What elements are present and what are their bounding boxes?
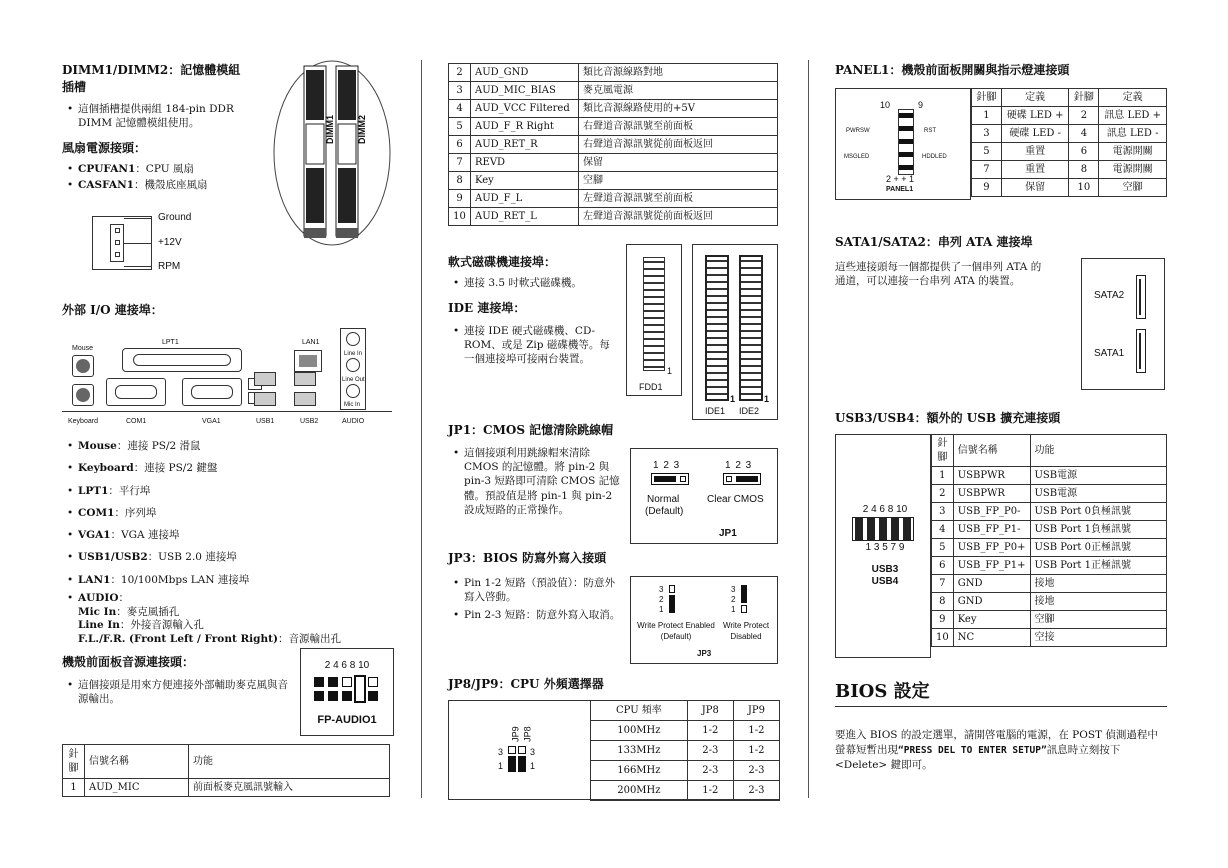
column-divider [808, 60, 809, 798]
jp1-diagram: 1 2 3 1 2 3 Normal (Default) Clear CMOS JP1 [630, 448, 778, 544]
jp3-bullet: • Pin 1-2 短路（預設值）：防意外寫入啓動。 [448, 576, 624, 604]
fdd-diagram: 1 FDD1 [626, 244, 682, 396]
dimm1-label: DIMM1 [325, 115, 335, 144]
fp-audio-title: 機殼前面板音源連接頭： [62, 655, 195, 669]
usb-table: 針腳 信號名稱 功能 1 USBPWR USB電源 2 USBPWR USB電源 3 USB_FP_P0- USB Port 0負極訊號 4 USB_FP_P1- USB Port 1負極訊號 5 USB_FP_P0+ USB Port 0正極訊號 6 USB_FP_P1+ USB Port 1正極訊號 7 GND 接地 8 GND 接地 9 Key 空腳 10 NC 空接 [931, 434, 1167, 647]
jp1-title: JP1：CMOS 記憶清除跳線帽 [448, 423, 614, 437]
sata-diagram: SATA2 SATA1 [1081, 258, 1165, 390]
jp3-bullet: • Pin 2-3 短路：防意外寫入取消。 [448, 608, 624, 622]
jp3-diagram: 3 2 1 3 2 1 Write Protect Enabled (Default) Write Protect Disabled JP3 [630, 576, 778, 664]
io-title: 外部 I/O 連接埠： [62, 303, 163, 317]
jp1-bullet: • 這個接頭利用跳線帽來清除 CMOS 的記憶體。將 pin-2 與 pin-3 短路即可清除 CMOS 記憶體。預設值是將 pin-1 與 pin-2 設成短路的正常操作。 [448, 446, 624, 517]
io-item-audio: • AUDIO： Mic In：麥克風插孔 Line In：外接音源輸入孔 F.L./F.R. (Front Left / Front Right)：音源輸出孔 [62, 592, 402, 647]
panel-title: PANEL1：機殼前面板開關與指示燈連接頭 [835, 63, 1070, 77]
ide-title: IDE 連接埠： [448, 301, 526, 315]
column-2 [448, 0, 788, 868]
fdd-title: 軟式磁碟機連接埠： [448, 255, 557, 269]
sata-text: 這些連接頭每一個都提供了一個串列 ATA 的通道，可以連接一台串列 ATA 的裝置。 [835, 261, 1042, 288]
jp3-title: JP3：BIOS 防寫外寫入接頭 [448, 551, 607, 565]
panel-diagram: 10 9 PWRSW RST MSGLED HDDLED 2 + + 1 PANEL1 [835, 88, 971, 200]
dimm2-label: DIMM2 [357, 115, 367, 144]
panel-table: 針腳 定義 針腳 定義 1 硬碟 LED + 2 訊息 LED + 3 硬碟 LED - 4 訊息 LED - 5 重置 6 電源開關 7 重置 8 電源開關 9 保留 10 空腳 [971, 88, 1167, 197]
io-item: • Mouse：連接 PS/2 滑鼠 [62, 438, 402, 454]
fan-item: • CPUFAN1：CPU 風扇 [62, 162, 262, 176]
bios-text: 要進入 BIOS 的設定選單，請開啓電腦的電源，在 POST 偵測過程中螢幕短暫出現“PRESS DEL TO ENTER SETUP”訊息時立刻按下 <Delete> 鍵即可。 [835, 729, 1158, 772]
fp-audio-table-continued: 2 AUD_GND 類比音源線路對地 3 AUD_MIC_BIAS 麥克風電源 4 AUD_VCC Filtered 類比音源線路使用的+5V 5 AUD_F_R Right 右聲道音源訊號至前面板 6 AUD_RET_R 右聲道音源訊號從前面板返回 7 REVD 保留 8 Key 空腳 9 AUD_F_L 左聲道音源訊號至前面板 10 AUD_RET_L 左聲道音源訊號從前面板返回 [448, 63, 778, 226]
column-1 [62, 0, 402, 868]
io-item: • COM1：序列埠 [62, 505, 402, 521]
sata-title: SATA1/SATA2：串列 ATA 連接埠 [835, 235, 1033, 249]
io-item: • LAN1：10/100Mbps LAN 連接埠 [62, 572, 402, 588]
fp-audio-diagram: 2 4 6 8 10 FP-AUDIO1 [300, 648, 394, 736]
fdd-bullet: • 連接 3.5 吋軟式磁碟機。 [448, 276, 618, 290]
fp-audio-bullet: • 這個接頭是用來方便連接外部輔助麥克風與音源輸出。 [62, 678, 292, 706]
io-item: • Keyboard：連接 PS/2 鍵盤 [62, 460, 402, 476]
fp-audio-table: 針腳 信號名稱 功能 1 AUD_MIC 前面板麥克風訊號輸入 [62, 744, 390, 797]
ide-bullet: • 連接 IDE 硬式磁碟機、CD-ROM、或是 Zip 磁碟機等。每一個連接埠可接兩台裝置。 [448, 324, 618, 367]
usb-title: USB3/USB4：額外的 USB 擴充連接頭 [835, 411, 1061, 425]
dimm-bullet: • 這個插槽提供兩組 184-pin DDR DIMM 記憶體模組使用。 [62, 102, 262, 130]
jp89-table: CPU 頻率 JP8 JP9 100MHz 1-2 1-2 133MHz 2-3 1-2 166MHz 2-3 2-3 200MHz 1-2 2-3 [590, 700, 780, 801]
usb-diagram: 2 4 6 8 10 1 3 5 7 9 USB3 USB4 [835, 434, 931, 658]
column-divider [421, 60, 422, 798]
io-item: • LPT1：平行埠 [62, 483, 402, 499]
bios-title: BIOS 設定 [835, 681, 930, 702]
io-item: • VGA1：VGA 連接埠 [62, 527, 402, 543]
io-item: • USB1/USB2：USB 2.0 連接埠 [62, 549, 402, 565]
fan-title: 風扇電源接頭： [62, 141, 147, 155]
fan-connector-diagram: Ground +12V RPM [92, 212, 192, 274]
jp89-diagram: JP9 JP8 3 1 3 1 [498, 726, 536, 771]
io-panel-diagram: Mouse LPT1 LAN1 Line In Line Out Mic In Keyboard COM1 VGA1 USB1 USB2 AUDIO [62, 328, 392, 428]
bios-rule [835, 706, 1167, 707]
jp89-title: JP8/JP9：CPU 外頻選擇器 [448, 677, 604, 691]
ide-diagram: 1 1 IDE1 IDE2 [692, 244, 778, 420]
fan-item: • CASFAN1：機殼底座風扇 [62, 178, 262, 192]
column-3 [835, 0, 1175, 868]
dimm-title: DIMM1/DIMM2：記憶體模組插槽 [62, 63, 241, 94]
dimm-slots-diagram [272, 58, 392, 248]
